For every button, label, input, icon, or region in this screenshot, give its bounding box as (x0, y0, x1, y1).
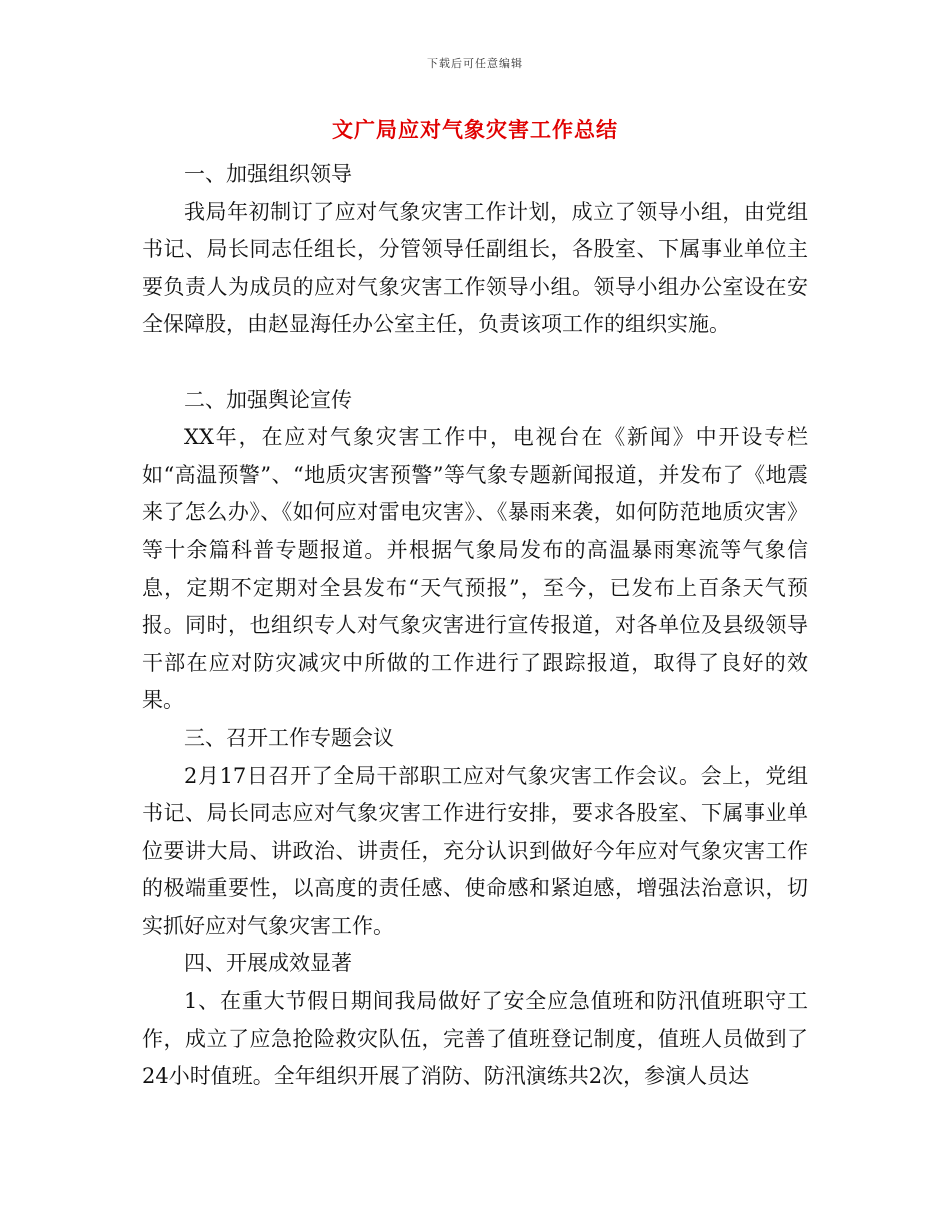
header-note: 下载后可任意编辑 (427, 57, 523, 70)
section-1-paragraph: 我局年初制订了应对气象灾害工作计划，成立了领导小组，由党组书记、局长同志任组长，分管领导任副组长，各股室、下属事业单位主要负责人为成员的应对气象灾害工作领导小组。领导小组办公室设在安全保障股，由赵显海任办公室主任，负责该项工作的组织实施。 (142, 199, 808, 337)
section-heading-2: 二、加强舆论宣传 (184, 387, 352, 412)
document-title: 文广局应对气象灾害工作总结 (332, 118, 618, 142)
section-heading-3: 三、召开工作专题会议 (184, 725, 394, 750)
paragraph-gap (142, 344, 808, 382)
section-4-paragraph: 1、在重大节假日期间我局做好了安全应急值班和防汛值班职守工作，成立了应急抢险救灾队伍，完善了值班登记制度，值班人员做到了24小时值班。全年组织开展了消防、防汛演练共2次，参演人员达 (142, 989, 808, 1089)
section-3-paragraph: 2月17日召开了全局干部职工应对气象灾害工作会议。会上，党组书记、局长同志应对气象灾害工作进行安排，要求各股室、下属事业单位要讲大局、讲政治、讲责任，充分认识到做好今年应对气象灾害工作的极端重要性，以高度的责任感、使命感和紧迫感，增强法治意识，切实抓好应对气象灾害工作。 (142, 763, 808, 938)
section-heading-4: 四、开展成效显著 (184, 951, 352, 976)
section-heading-1: 一、加强组织领导 (184, 162, 352, 186)
section-2-paragraph: XX年，在应对气象灾害工作中，电视台在《新闻》中开设专栏如“高温预警”、“地质灾害预警”等气象专题新闻报道，并发布了《地震来了怎么办》、《如何应对雷电灾害》、《暴雨来袭，如何防范地质灾害》等十余篇科普专题报道。并根据气象局发布的高温暴雨寒流等气象信息，定期不定期对全县发布“天气预报”，至今，已发布上百条天气预报。同时，也组织专人对气象灾害进行宣传报道，对各单位及县级领导干部在应对防灾减灾中所做的工作进行了跟踪报道，取得了良好的效果。 (142, 425, 808, 713)
document-body (142, 156, 808, 1096)
